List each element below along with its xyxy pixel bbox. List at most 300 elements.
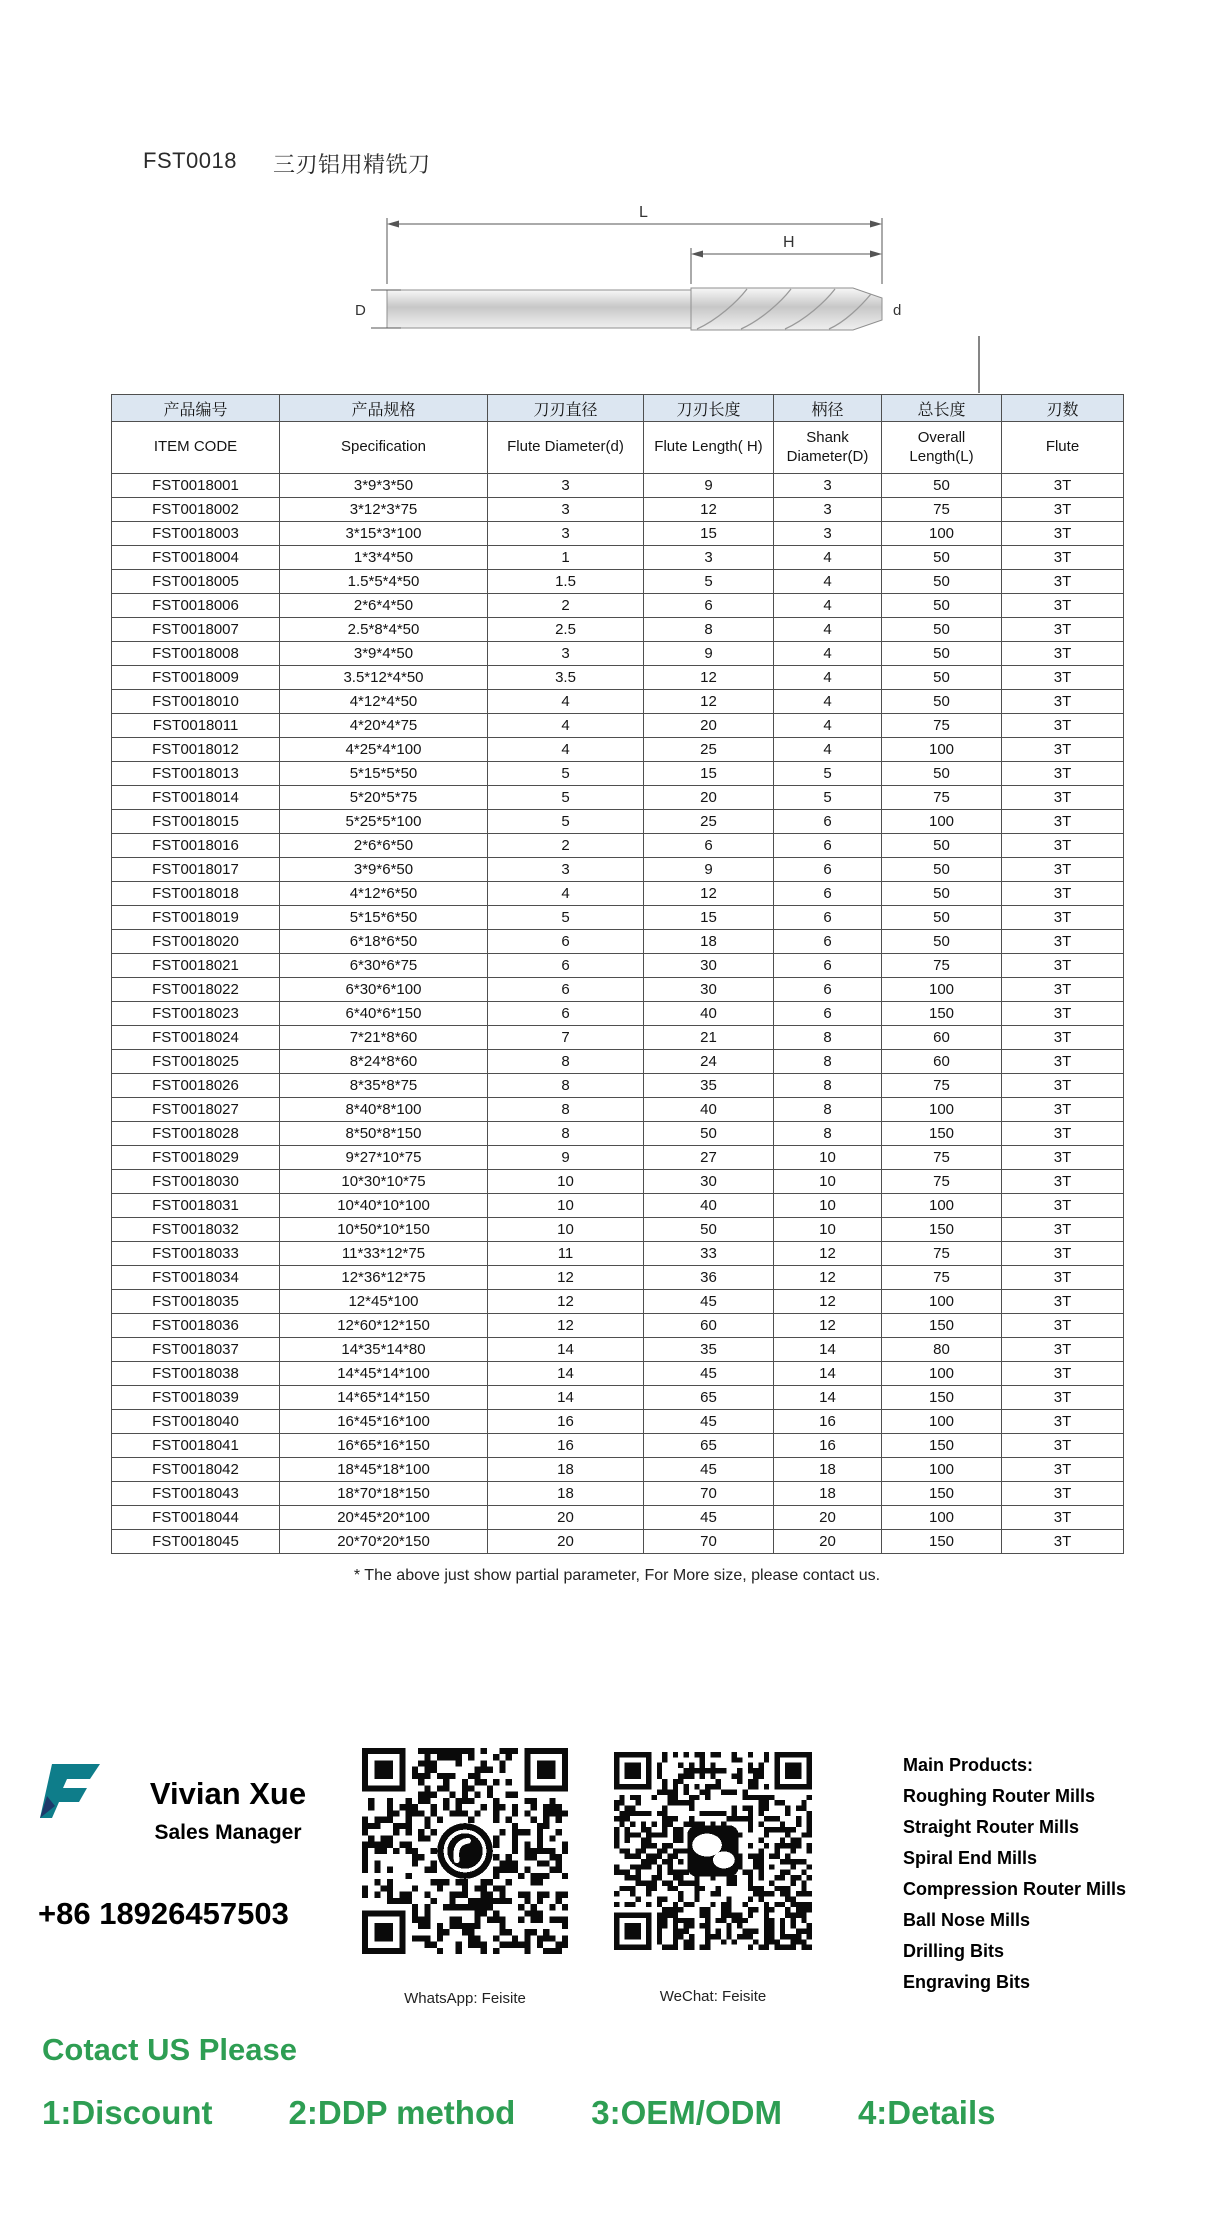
whatsapp-label: WhatsApp: Feisite — [404, 1990, 526, 2007]
table-cell: 3T — [1002, 1026, 1124, 1050]
table-cell: 11*33*12*75 — [280, 1242, 488, 1266]
table-cell: 3T — [1002, 1194, 1124, 1218]
table-cell: 4 — [774, 570, 882, 594]
table-cell: 6 — [774, 906, 882, 930]
table-cell: 3 — [488, 522, 644, 546]
table-cell: 60 — [882, 1026, 1002, 1050]
table-cell: 45 — [644, 1506, 774, 1530]
table-cell: 3T — [1002, 1482, 1124, 1506]
table-cell: 3T — [1002, 834, 1124, 858]
table-cell: 3 — [488, 858, 644, 882]
col-header-cn: 刃数 — [1002, 395, 1124, 422]
table-cell: 14*35*14*80 — [280, 1338, 488, 1362]
table-cell: 3T — [1002, 1146, 1124, 1170]
table-cell: 18*45*18*100 — [280, 1458, 488, 1482]
table-cell: 3T — [1002, 1050, 1124, 1074]
table-cell: FST0018001 — [112, 474, 280, 498]
table-cell: 5 — [488, 906, 644, 930]
table-cell: 30 — [644, 954, 774, 978]
table-row — [112, 546, 1124, 570]
table-cell: 3T — [1002, 690, 1124, 714]
table-cell: 20 — [774, 1530, 882, 1554]
table-cell: 4 — [774, 666, 882, 690]
table-cell: FST0018037 — [112, 1338, 280, 1362]
table-cell: 50 — [882, 690, 1002, 714]
table-cell: 40 — [644, 1098, 774, 1122]
table-row — [112, 930, 1124, 954]
table-cell: FST0018036 — [112, 1314, 280, 1338]
col-header-en: Shank Diameter(D) — [774, 422, 882, 474]
table-cell: FST0018045 — [112, 1530, 280, 1554]
table-row — [112, 954, 1124, 978]
table-cell: 6 — [488, 954, 644, 978]
table-cell: FST0018029 — [112, 1146, 280, 1170]
table-cell: 9 — [644, 474, 774, 498]
table-cell: 3T — [1002, 906, 1124, 930]
table-cell: 50 — [882, 594, 1002, 618]
col-header-en: Overall Length(L) — [882, 422, 1002, 474]
col-header-en: Flute — [1002, 422, 1124, 474]
table-row — [112, 498, 1124, 522]
table-cell: 5 — [774, 786, 882, 810]
table-cell: FST0018003 — [112, 522, 280, 546]
table-row — [112, 834, 1124, 858]
table-cell: 3 — [488, 474, 644, 498]
table-cell: 3T — [1002, 930, 1124, 954]
table-cell: 20 — [644, 786, 774, 810]
table-cell: 3T — [1002, 738, 1124, 762]
table-cell: 16 — [774, 1434, 882, 1458]
table-cell: 6 — [774, 978, 882, 1002]
table-cell: 6 — [488, 978, 644, 1002]
table-cell: FST0018022 — [112, 978, 280, 1002]
table-cell: FST0018043 — [112, 1482, 280, 1506]
table-cell: 3T — [1002, 1506, 1124, 1530]
table-cell: 3T — [1002, 1530, 1124, 1554]
table-cell: 3*9*4*50 — [280, 642, 488, 666]
table-cell: 2 — [488, 594, 644, 618]
table-cell: FST0018005 — [112, 570, 280, 594]
table-cell: 5 — [774, 762, 882, 786]
table-cell: 7 — [488, 1026, 644, 1050]
table-row — [112, 1434, 1124, 1458]
table-row — [112, 642, 1124, 666]
table-row — [112, 1362, 1124, 1386]
wechat-qr-code — [614, 1752, 812, 1950]
table-cell: 10 — [774, 1170, 882, 1194]
table-cell: FST0018032 — [112, 1218, 280, 1242]
table-cell: 25 — [644, 738, 774, 762]
table-cell: 20 — [644, 714, 774, 738]
table-cell: 8 — [774, 1122, 882, 1146]
table-cell: FST0018031 — [112, 1194, 280, 1218]
table-cell: 14 — [774, 1386, 882, 1410]
table-cell: 3*9*6*50 — [280, 858, 488, 882]
table-cell: 3 — [488, 498, 644, 522]
table-cell: 2 — [488, 834, 644, 858]
table-row — [112, 714, 1124, 738]
table-cell: 5 — [488, 810, 644, 834]
table-cell: 75 — [882, 786, 1002, 810]
cta-item: 4:Details — [857, 2094, 996, 2131]
table-cell: FST0018013 — [112, 762, 280, 786]
table-cell: 6*18*6*50 — [280, 930, 488, 954]
table-cell: 5 — [644, 570, 774, 594]
table-cell: FST0018026 — [112, 1074, 280, 1098]
table-cell: 3 — [774, 498, 882, 522]
table-cell: FST0018023 — [112, 1002, 280, 1026]
contact-person — [108, 1776, 348, 1845]
table-cell: 8*24*8*60 — [280, 1050, 488, 1074]
table-cell: 75 — [882, 1170, 1002, 1194]
table-cell: 25 — [644, 810, 774, 834]
table-cell: 40 — [644, 1194, 774, 1218]
main-products — [903, 1750, 1126, 1998]
table-cell: 3T — [1002, 642, 1124, 666]
table-cell: FST0018038 — [112, 1362, 280, 1386]
table-cell: 15 — [644, 762, 774, 786]
table-cell: 6*30*6*100 — [280, 978, 488, 1002]
spec-table-body — [112, 474, 1124, 1554]
table-cell: 150 — [882, 1482, 1002, 1506]
table-cell: 12 — [488, 1266, 644, 1290]
table-cell: 10*40*10*100 — [280, 1194, 488, 1218]
dim-d-label: d — [893, 302, 902, 319]
col-header-cn: 总长度 — [882, 395, 1002, 422]
table-cell: 8 — [774, 1050, 882, 1074]
table-cell: 100 — [882, 1458, 1002, 1482]
table-cell: 2*6*4*50 — [280, 594, 488, 618]
table-cell: 14 — [488, 1386, 644, 1410]
table-cell: FST0018024 — [112, 1026, 280, 1050]
table-cell: 10*30*10*75 — [280, 1170, 488, 1194]
spec-table — [111, 394, 1124, 1554]
table-cell: 9 — [488, 1146, 644, 1170]
table-row — [112, 1050, 1124, 1074]
table-cell: 3T — [1002, 498, 1124, 522]
tool-shank — [387, 290, 691, 328]
product-item: Drilling Bits — [903, 1941, 1005, 1961]
table-cell: 2.5*8*4*50 — [280, 618, 488, 642]
table-cell: 45 — [644, 1410, 774, 1434]
whatsapp-qr-code — [362, 1748, 568, 1954]
table-row — [112, 618, 1124, 642]
table-cell: 4 — [488, 690, 644, 714]
table-cell: 14 — [488, 1338, 644, 1362]
table-cell: 3T — [1002, 618, 1124, 642]
table-cell: 6 — [774, 954, 882, 978]
table-cell: 45 — [644, 1290, 774, 1314]
table-cell: FST0018010 — [112, 690, 280, 714]
table-row — [112, 858, 1124, 882]
table-cell: 35 — [644, 1074, 774, 1098]
table-cell: 14*45*14*100 — [280, 1362, 488, 1386]
table-row — [112, 1266, 1124, 1290]
table-cell: 7*21*8*60 — [280, 1026, 488, 1050]
table-cell: 10 — [774, 1218, 882, 1242]
table-cell: 16*65*16*150 — [280, 1434, 488, 1458]
table-row — [112, 1074, 1124, 1098]
table-cell: 3.5 — [488, 666, 644, 690]
table-cell: 30 — [644, 1170, 774, 1194]
table-cell: FST0018027 — [112, 1098, 280, 1122]
table-cell: 50 — [882, 834, 1002, 858]
table-cell: 6 — [488, 1002, 644, 1026]
table-cell: 4*12*6*50 — [280, 882, 488, 906]
product-item: Roughing Router Mills — [903, 1786, 1095, 1806]
table-row — [112, 474, 1124, 498]
table-cell: 12 — [644, 666, 774, 690]
table-cell: 1.5 — [488, 570, 644, 594]
table-cell: 3T — [1002, 1266, 1124, 1290]
table-cell: 8 — [774, 1098, 882, 1122]
table-row — [112, 1458, 1124, 1482]
table-cell: 3 — [774, 522, 882, 546]
table-cell: 3 — [774, 474, 882, 498]
table-cell: 5*15*6*50 — [280, 906, 488, 930]
table-cell: FST0018018 — [112, 882, 280, 906]
table-cell: 12 — [644, 882, 774, 906]
table-cell: 3T — [1002, 786, 1124, 810]
table-cell: 5*25*5*100 — [280, 810, 488, 834]
table-cell: 1 — [488, 546, 644, 570]
page-title — [143, 148, 431, 179]
table-row — [112, 1098, 1124, 1122]
products-title: Main Products: — [903, 1755, 1034, 1775]
table-cell: 12*60*12*150 — [280, 1314, 488, 1338]
table-cell: 100 — [882, 978, 1002, 1002]
table-cell: 14 — [774, 1338, 882, 1362]
table-cell: FST0018044 — [112, 1506, 280, 1530]
table-cell: 100 — [882, 738, 1002, 762]
table-row — [112, 1506, 1124, 1530]
table-row — [112, 1386, 1124, 1410]
table-row — [112, 570, 1124, 594]
table-cell: 50 — [882, 666, 1002, 690]
table-cell: 8 — [488, 1050, 644, 1074]
table-cell: 12 — [644, 690, 774, 714]
table-cell: FST0018030 — [112, 1170, 280, 1194]
table-cell: 4 — [774, 738, 882, 762]
table-cell: 50 — [882, 882, 1002, 906]
table-cell: 21 — [644, 1026, 774, 1050]
cta-item: 1:Discount — [42, 2094, 213, 2131]
table-row — [112, 1170, 1124, 1194]
table-cell: 3T — [1002, 1122, 1124, 1146]
table-cell: 10 — [774, 1146, 882, 1170]
table-cell: FST0018017 — [112, 858, 280, 882]
table-cell: 50 — [882, 642, 1002, 666]
table-cell: FST0018025 — [112, 1050, 280, 1074]
table-cell: 5 — [488, 786, 644, 810]
product-item: Straight Router Mills — [903, 1817, 1080, 1837]
table-cell: FST0018011 — [112, 714, 280, 738]
table-cell: 35 — [644, 1338, 774, 1362]
table-cell: 4*20*4*75 — [280, 714, 488, 738]
table-cell: FST0018040 — [112, 1410, 280, 1434]
table-cell: 3T — [1002, 1170, 1124, 1194]
table-cell: 70 — [644, 1530, 774, 1554]
table-cell: 70 — [644, 1482, 774, 1506]
table-cell: 3T — [1002, 570, 1124, 594]
table-row — [112, 522, 1124, 546]
table-cell: 6*40*6*150 — [280, 1002, 488, 1026]
table-cell: 100 — [882, 522, 1002, 546]
table-cell: 12 — [488, 1314, 644, 1338]
table-cell: 100 — [882, 1194, 1002, 1218]
dim-L-label: L — [639, 204, 648, 221]
table-cell: 3T — [1002, 546, 1124, 570]
table-cell: 65 — [644, 1434, 774, 1458]
product-code: FST0018 — [143, 148, 237, 173]
table-cell: 3T — [1002, 594, 1124, 618]
table-cell: 3 — [644, 546, 774, 570]
table-cell: FST0018033 — [112, 1242, 280, 1266]
table-cell: 150 — [882, 1218, 1002, 1242]
table-row — [112, 690, 1124, 714]
table-cell: 3 — [488, 642, 644, 666]
col-header-cn: 刀刃长度 — [644, 395, 774, 422]
table-cell: 60 — [882, 1050, 1002, 1074]
table-cell: 8 — [488, 1122, 644, 1146]
table-cell: 18 — [488, 1482, 644, 1506]
table-cell: 18 — [774, 1458, 882, 1482]
col-header-en: ITEM CODE — [112, 422, 280, 474]
cta-item: 2:DDP method — [288, 2094, 516, 2131]
table-cell: 30 — [644, 978, 774, 1002]
table-cell: 50 — [644, 1218, 774, 1242]
table-cell: 4 — [774, 618, 882, 642]
table-cell: 40 — [644, 1002, 774, 1026]
table-cell: 100 — [882, 1410, 1002, 1434]
table-cell: 10 — [488, 1170, 644, 1194]
table-row — [112, 666, 1124, 690]
table-cell: 3T — [1002, 1074, 1124, 1098]
table-cell: 50 — [882, 906, 1002, 930]
table-cell: 75 — [882, 1074, 1002, 1098]
table-cell: 50 — [882, 858, 1002, 882]
col-header-en: Specification — [280, 422, 488, 474]
table-cell: FST0018034 — [112, 1266, 280, 1290]
table-cell: 6 — [774, 834, 882, 858]
table-row — [112, 1146, 1124, 1170]
table-row — [112, 1482, 1124, 1506]
contact-role: Sales Manager — [154, 1821, 302, 1844]
table-cell: 12*45*100 — [280, 1290, 488, 1314]
table-cell: 10 — [488, 1218, 644, 1242]
table-cell: 18 — [774, 1482, 882, 1506]
table-cell: 8*40*8*100 — [280, 1098, 488, 1122]
table-cell: 6 — [644, 834, 774, 858]
table-cell: FST0018008 — [112, 642, 280, 666]
table-cell: 4 — [774, 714, 882, 738]
product-name-cn: 三刃铝用精铣刀 — [273, 152, 431, 177]
table-cell: 6 — [774, 810, 882, 834]
table-cell: 50 — [882, 930, 1002, 954]
table-cell: 50 — [882, 570, 1002, 594]
table-cell: 4 — [774, 546, 882, 570]
table-cell: 4 — [488, 714, 644, 738]
table-cell: FST0018028 — [112, 1122, 280, 1146]
table-cell: 6 — [774, 858, 882, 882]
table-cell: 14*65*14*150 — [280, 1386, 488, 1410]
table-row — [112, 1242, 1124, 1266]
wechat-label: WeChat: Feisite — [659, 1988, 767, 2005]
table-cell: 50 — [882, 618, 1002, 642]
table-cell: 9 — [644, 858, 774, 882]
table-row — [112, 1122, 1124, 1146]
table-cell: 4 — [774, 642, 882, 666]
table-cell: 5*15*5*50 — [280, 762, 488, 786]
table-cell: 4 — [488, 738, 644, 762]
table-cell: 3T — [1002, 810, 1124, 834]
product-item: Ball Nose Mills — [903, 1910, 1031, 1930]
table-cell: 6 — [774, 930, 882, 954]
col-header-cn: 产品编号 — [112, 395, 280, 422]
table-cell: 150 — [882, 1530, 1002, 1554]
table-cell: 3T — [1002, 978, 1124, 1002]
table-cell: FST0018012 — [112, 738, 280, 762]
table-cell: 3*12*3*75 — [280, 498, 488, 522]
table-row — [112, 1530, 1124, 1554]
company-logo-icon — [36, 1760, 104, 1822]
table-cell: 10 — [774, 1194, 882, 1218]
table-cell: 3T — [1002, 1314, 1124, 1338]
table-cell: 3T — [1002, 1338, 1124, 1362]
products-list — [903, 1781, 1126, 1998]
table-cell: FST0018015 — [112, 810, 280, 834]
table-cell: 150 — [882, 1434, 1002, 1458]
table-cell: FST0018014 — [112, 786, 280, 810]
table-footnote: * The above just show partial parameter, For More size, please contact us. — [353, 1567, 881, 1584]
table-cell: 3*9*3*50 — [280, 474, 488, 498]
table-cell: 3T — [1002, 522, 1124, 546]
table-cell: 15 — [644, 906, 774, 930]
table-cell: 5*20*5*75 — [280, 786, 488, 810]
table-cell: 65 — [644, 1386, 774, 1410]
table-row — [112, 1218, 1124, 1242]
table-cell: 11 — [488, 1242, 644, 1266]
table-cell: 3T — [1002, 1098, 1124, 1122]
table-cell: 150 — [882, 1314, 1002, 1338]
table-cell: 50 — [644, 1122, 774, 1146]
table-cell: 150 — [882, 1122, 1002, 1146]
table-row — [112, 978, 1124, 1002]
table-cell: FST0018004 — [112, 546, 280, 570]
table-cell: 3T — [1002, 1290, 1124, 1314]
table-cell: 12 — [774, 1314, 882, 1338]
table-row — [112, 762, 1124, 786]
table-cell: 8 — [774, 1026, 882, 1050]
table-header-cn — [112, 395, 1124, 422]
table-cell: 3T — [1002, 762, 1124, 786]
table-cell: 6 — [488, 930, 644, 954]
table-cell: 60 — [644, 1314, 774, 1338]
col-header-cn: 刀刃直径 — [488, 395, 644, 422]
table-cell: 100 — [882, 1506, 1002, 1530]
tool-diagram — [345, 198, 1005, 394]
table-cell: 4*25*4*100 — [280, 738, 488, 762]
table-row — [112, 1410, 1124, 1434]
table-cell: 50 — [882, 762, 1002, 786]
table-cell: 75 — [882, 714, 1002, 738]
table-cell: FST0018002 — [112, 498, 280, 522]
table-cell: 16 — [488, 1434, 644, 1458]
dim-H-label: H — [783, 234, 795, 251]
table-row — [112, 1314, 1124, 1338]
table-cell: 3*15*3*100 — [280, 522, 488, 546]
table-cell: 50 — [882, 546, 1002, 570]
